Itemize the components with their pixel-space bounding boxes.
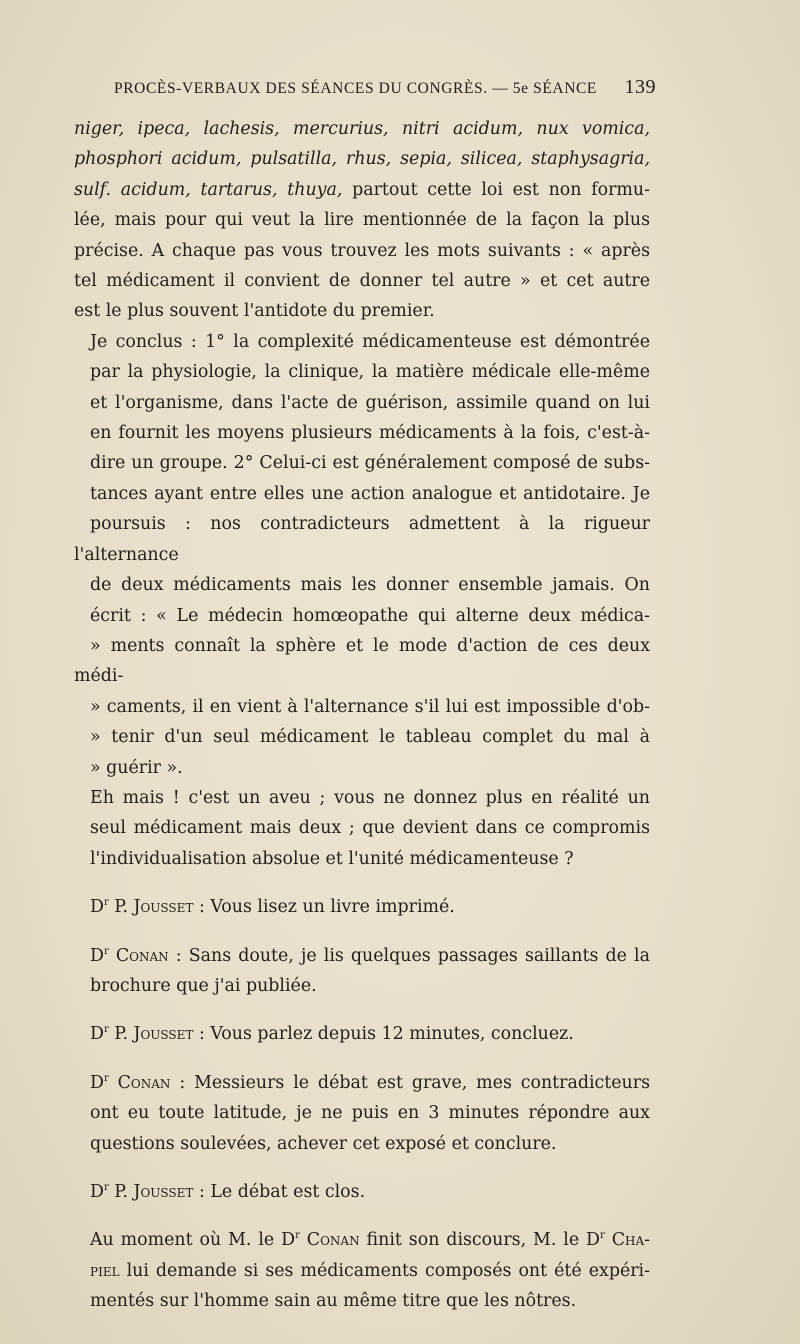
title-superscript: r <box>103 1072 109 1084</box>
speaker-name: P. Jousset <box>108 1182 194 1202</box>
text-line: » ments connaît la sphère et le mode d'action de ces deux médi- <box>74 635 650 687</box>
text-line: par la physiologie, la clinique, la matière médicale elle-même <box>90 362 650 383</box>
page-number: 139 <box>624 76 656 98</box>
paragraph-conan-1 <box>74 941 650 1002</box>
speaker-name: P. Jousset <box>108 1024 194 1045</box>
italic-text: sulf. acidum, tartarus, thuya, <box>74 179 343 200</box>
text-line: » guérir ». <box>90 757 183 778</box>
text-line: de deux médicaments mais les donner ensemble jamais. On <box>90 575 650 596</box>
text-line: l'individualisation absolue et l'unité médicamenteuse ? <box>90 848 574 869</box>
speaker-name: Conan <box>299 1230 360 1251</box>
title-abbrev: D <box>90 1072 104 1093</box>
text-line: écrit : « Le médecin homœopathe qui alterne deux médica- <box>90 605 650 626</box>
paragraph-conclusion <box>74 327 650 783</box>
text-line: » tenir d'un seul médicament le tableau complet du mal à <box>90 727 650 748</box>
title-superscript: r <box>103 897 109 909</box>
text-line <box>74 1256 650 1286</box>
body-text <box>74 114 650 1317</box>
text-line: questions soulevées, achever cet exposé et conclure. <box>90 1133 557 1154</box>
running-title: PROCÈS-VERBAUX DES SÉANCES DU CONGRÈS. — 5e SÉANCE <box>114 80 597 97</box>
title-superscript: r <box>600 1230 605 1242</box>
text-line <box>74 941 650 971</box>
text-line: Je conclus : 1° la complexité médicamenteuse est démontrée <box>90 331 650 352</box>
title-superscript: r <box>103 1182 109 1194</box>
text-line: tel médicament il convient de donner tel autre » et cet autre <box>74 271 650 292</box>
speaker-name: P. Jousset <box>108 897 194 918</box>
paragraph-jousset-3 <box>74 1177 650 1207</box>
title-abbrev: D <box>90 897 104 918</box>
paragraph-jousset-1 <box>74 892 650 922</box>
speaker-name: Cha- <box>604 1230 651 1251</box>
text-line: dire un groupe. 2° Celui-ci est généralement composé de subs- <box>90 453 650 474</box>
text-run: : Sans doute, je lis quelques passages saillants de la <box>168 945 650 966</box>
text-run: Au moment où M. le D <box>90 1230 296 1251</box>
text-run: : Vous lisez un livre imprimé. <box>193 897 455 918</box>
text-line <box>74 144 650 174</box>
text-line: précise. A chaque pas vous trouvez les mots suivants : « après <box>74 240 650 261</box>
title-superscript: r <box>103 1024 109 1036</box>
title-abbrev: D <box>90 945 104 966</box>
text-line <box>74 1068 650 1098</box>
text-line: seul médicament mais deux ; que devient dans ce compromis <box>90 818 650 839</box>
paragraph-remedy-list <box>74 114 650 327</box>
text-line <box>74 1225 650 1255</box>
paragraph-closing-note <box>74 1225 650 1316</box>
running-header <box>114 76 656 104</box>
title-superscript: r <box>103 945 109 957</box>
text-line <box>74 892 650 922</box>
text-line: tances ayant entre elles une action analogue et antidotaire. Je <box>90 483 650 504</box>
text-line: et l'organisme, dans l'acte de guérison, assimile quand on lui <box>90 392 650 413</box>
text-run: lui demande si ses médicaments composés ont été expéri- <box>119 1260 650 1281</box>
italic-text: phosphori acidum, pulsatilla, rhus, sepia, silicea, staphysagria, <box>74 149 650 170</box>
paragraph-jousset-2 <box>74 1019 650 1049</box>
paragraph-conan-2 <box>74 1068 650 1159</box>
text-line <box>74 1177 650 1207</box>
text-run: finit son discours, M. le D <box>359 1230 600 1251</box>
title-abbrev: D <box>90 1024 104 1045</box>
text-line <box>74 114 650 144</box>
text-line: est le plus souvent l'antidote du premier. <box>74 301 435 322</box>
text-line: poursuis : nos contradicteurs admettent à la rigueur l'alternance <box>74 514 650 565</box>
text-line: ont eu toute latitude, je ne puis en 3 minutes répondre aux <box>90 1103 650 1124</box>
text-line <box>74 1019 650 1049</box>
text-line: lée, mais pour qui veut la lire mentionnée de la façon la plus <box>74 210 650 231</box>
speaker-name: piel <box>90 1260 120 1281</box>
text-line: mentés sur l'homme sain au même titre que les nôtres. <box>90 1291 577 1312</box>
italic-text: niger, ipeca, lachesis, mercurius, nitri acidum, nux vomica, <box>74 119 650 139</box>
title-abbrev: D <box>90 1182 104 1202</box>
text-line: » caments, il en vient à l'alternance s'il lui est impossible d'ob- <box>90 696 650 717</box>
text-line: Eh mais ! c'est un aveu ; vous ne donnez plus en réalité un <box>90 787 650 808</box>
text-run: : Messieurs le débat est grave, mes contradicteurs <box>170 1072 650 1093</box>
title-superscript: r <box>295 1230 300 1242</box>
text-line: en fournit les moyens plusieurs médicaments à la fois, c'est-à- <box>90 423 650 444</box>
text-run: : Vous parlez depuis 12 minutes, concluez. <box>193 1024 574 1045</box>
speaker-name: Conan <box>108 1072 171 1093</box>
text-run: : Le débat est clos. <box>193 1182 366 1202</box>
text-line: brochure que j'ai publiée. <box>90 975 317 996</box>
paragraph-objection <box>74 783 650 874</box>
text-run: partout cette loi est non formu- <box>342 179 650 200</box>
text-line <box>74 175 650 205</box>
speaker-name: Conan <box>108 945 169 966</box>
